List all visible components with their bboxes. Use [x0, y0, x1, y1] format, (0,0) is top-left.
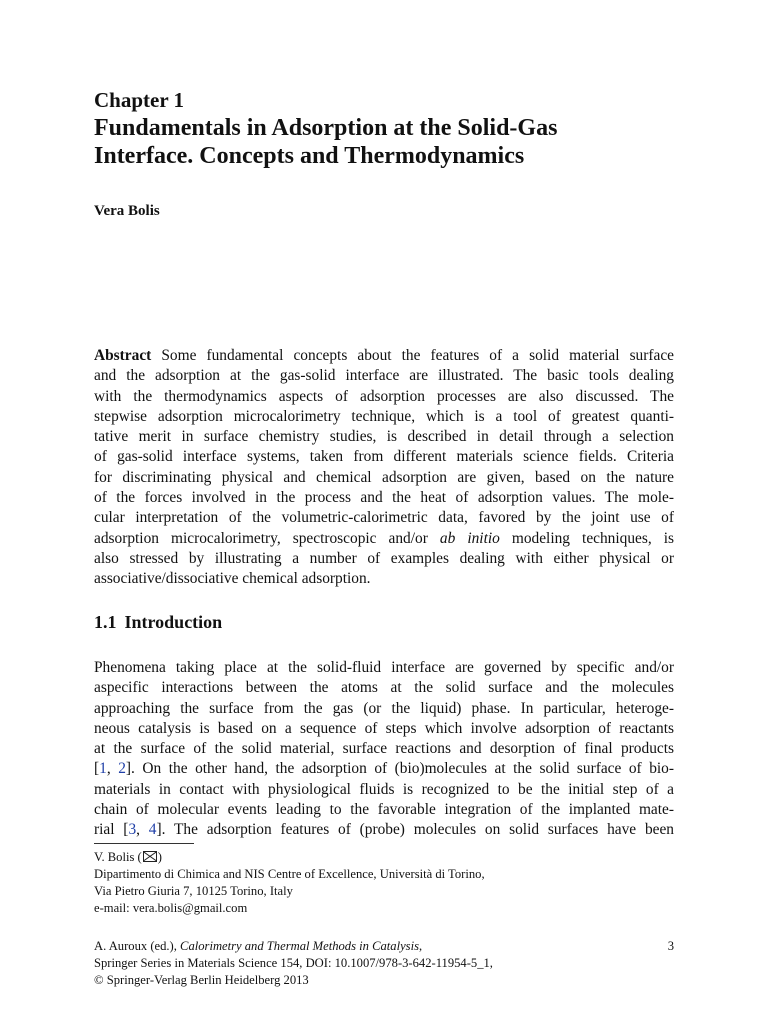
citation-link-1[interactable]: 1	[99, 760, 107, 778]
intro-text: [	[94, 760, 100, 778]
publisher-line	[94, 938, 493, 955]
intro-line: Phenomena taking place at the solid-fluid interface are governed by specific and/or	[94, 659, 674, 676]
abstract-line: with the thermodynamics aspects of adsorption processes are also discussed. The	[94, 387, 674, 405]
intro-line: at the surface of the solid material, surface reactions and desorption of final products	[94, 740, 674, 758]
affiliation-text: V. Bolis (	[94, 850, 142, 864]
intro-line: materials in contact with physiological fluids is recognized to be the initial step of a	[94, 780, 674, 798]
affiliation-text: )	[157, 850, 162, 864]
affiliation-line: Via Pietro Giuria 7, 10125 Torino, Italy	[94, 884, 293, 898]
abstract-text: adsorption microcalorimetry, spectroscopic and/or	[94, 529, 440, 547]
abstract-line: of the forces involved in the process and the heat of adsorption values. The mole-	[94, 489, 674, 507]
footnote-divider	[94, 843, 194, 844]
intro-line: aspecific interactions between the atoms at the solid surface and the molecules	[94, 679, 674, 697]
intro-line: chain of molecular events leading to the favorable integration of the implanted mate-	[94, 801, 674, 819]
author-name: Vera Bolis	[94, 203, 160, 219]
affiliation-name-line	[94, 849, 485, 866]
abstract-line: cular interpretation of the volumetric-calorimetric data, favored by the joint use of	[94, 509, 674, 527]
intro-line	[94, 759, 674, 779]
publisher-line: © Springer-Verlag Berlin Heidelberg 2013	[94, 973, 309, 987]
intro-line	[94, 820, 674, 840]
abstract-line: associative/dissociative chemical adsorption.	[94, 570, 371, 588]
abstract-line	[94, 346, 674, 366]
section-heading	[94, 612, 222, 633]
abstract-italic-term: ab initio	[439, 529, 500, 547]
envelope-icon	[143, 851, 157, 862]
abstract-line: stepwise adsorption microcalorimetry technique, which is a tool of greatest quanti-	[94, 407, 674, 425]
chapter-title	[94, 114, 674, 170]
publisher-info	[94, 938, 493, 989]
abstract-text: modeling techniques, is	[499, 529, 675, 547]
abstract-line: tative merit in surface chemistry studies, is described in detail through a selection	[94, 428, 674, 446]
chapter-title-line: Fundamentals in Adsorption at the Solid-Gas	[94, 115, 558, 141]
author-affiliation	[94, 849, 485, 917]
citation-link-3[interactable]: 3	[128, 821, 137, 839]
section-number: 1.1	[94, 612, 117, 632]
intro-line: neous catalysis is based on a sequence of steps which involve adsorption of reactants	[94, 719, 674, 737]
abstract-label: Abstract	[94, 347, 152, 364]
intro-text: ]. On the other hand, the adsorption of (bio)molecules at the solid surface of bio-	[125, 760, 674, 778]
affiliation-line: Dipartimento di Chimica and NIS Centre of Excellence, Università di Torino,	[94, 867, 485, 881]
publisher-text: ,	[418, 939, 423, 953]
publisher-line: Springer Series in Materials Science 154, DOI: 10.1007/978-3-642-11954-5_1,	[94, 956, 493, 970]
publisher-text: A. Auroux (ed.),	[94, 939, 181, 953]
abstract-text: Some fundamental concepts about the features of a solid material surface	[151, 347, 674, 364]
abstract-line: and the adsorption at the gas-solid interface are illustrated. The basic tools dealing	[94, 367, 674, 385]
abstract-line: for discriminating physical and chemical adsorption are given, based on the nature	[94, 468, 674, 486]
abstract	[94, 346, 674, 590]
intro-text: ,	[106, 760, 119, 778]
citation-link-2[interactable]: 2	[118, 760, 126, 778]
intro-text: ]. The adsorption features of (probe) molecules on solid surfaces have been	[156, 821, 674, 839]
abstract-line: also stressed by illustrating a number of examples dealing with either physical or	[94, 549, 674, 567]
intro-text: ,	[136, 821, 149, 839]
intro-line: approaching the surface from the gas (or the liquid) phase. In particular, heteroge-	[94, 699, 674, 717]
affiliation-email[interactable]: e-mail: vera.bolis@gmail.com	[94, 901, 248, 915]
chapter-label: Chapter 1	[94, 88, 185, 112]
intro-text: rial [	[94, 821, 129, 839]
intro-paragraph	[94, 658, 674, 841]
abstract-line: of gas-solid interface systems, taken from different materials science fields. Criteria	[94, 448, 674, 466]
citation-link-4[interactable]: 4	[148, 821, 157, 839]
page-number: 3	[667, 939, 674, 953]
chapter-title-line: Interface. Concepts and Thermodynamics	[94, 143, 525, 169]
book-title: Calorimetry and Thermal Methods in Catalysis	[180, 939, 419, 953]
abstract-line	[94, 529, 674, 549]
section-title: Introduction	[124, 612, 223, 632]
